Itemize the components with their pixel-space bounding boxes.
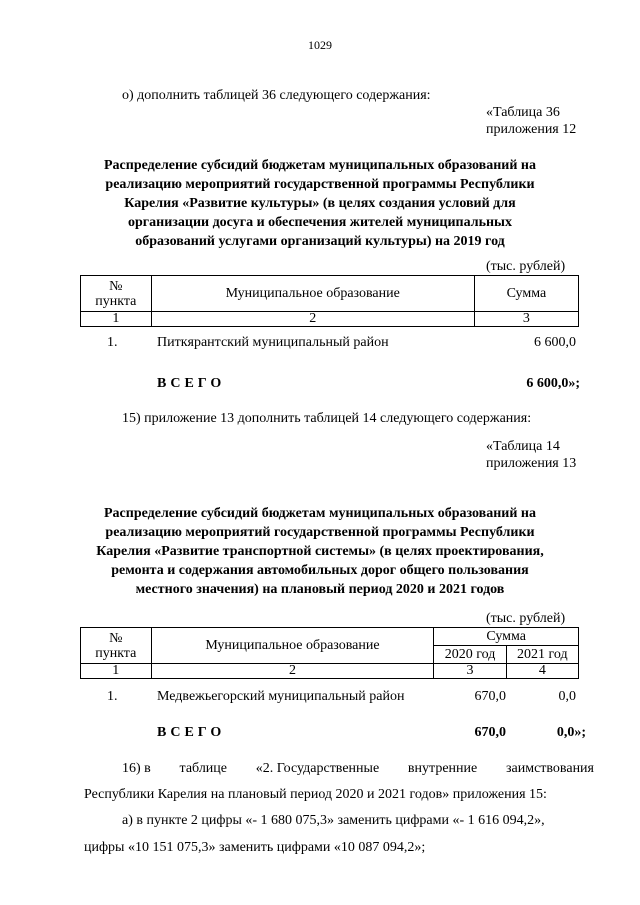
table1-header-num-line1: № bbox=[109, 278, 123, 294]
item-a-line2: цифры «10 151 075,3» заменить цифрами «10 087 094,2»; bbox=[84, 840, 426, 855]
table2-header-2021: 2021 год bbox=[506, 646, 578, 664]
item-16-word: 16) в bbox=[122, 761, 151, 776]
table1-units: (тыс. рублей) bbox=[486, 259, 566, 274]
table1-header-num-line2: пункта bbox=[95, 293, 137, 309]
table1-ref-line1: «Таблица 36 bbox=[486, 105, 560, 120]
table2-title-line: ремонта и содержания автомобильных дорог общего пользования bbox=[111, 563, 529, 578]
table1-row-name: Питкярантский муниципальный район bbox=[157, 335, 389, 350]
table2-header-municipality: Муниципальное образование bbox=[151, 628, 434, 664]
table2-title-line: Распределение субсидий бюджетам муниципальных образований на bbox=[104, 506, 536, 521]
table2-header-num-line1: № bbox=[109, 630, 123, 646]
table2-row-2020: 670,0 bbox=[474, 689, 506, 704]
table1-grid bbox=[80, 275, 579, 327]
table2-row-2021: 0,0 bbox=[558, 689, 576, 704]
table2-row-num: 1. bbox=[107, 689, 118, 704]
item-a-line1: а) в пункте 2 цифры «- 1 680 075,3» заменить цифрами «- 1 616 094,2», bbox=[122, 813, 545, 828]
item-16-word: «2. Государственные bbox=[255, 761, 380, 776]
table1-total-label: ВСЕГО bbox=[157, 376, 226, 391]
table1-title-line: Распределение субсидий бюджетам муниципальных образований на bbox=[104, 158, 536, 173]
item-16-line2: Республики Карелия на плановый период 2020 и 2021 годов» приложения 15: bbox=[84, 787, 547, 802]
table1-title-line: организации досуга и обеспечения жителей муниципальных bbox=[128, 215, 512, 230]
table2-index-cell: 1 bbox=[81, 664, 152, 679]
table2-ref-line1: «Таблица 14 bbox=[486, 439, 560, 454]
table2-index-cell: 3 bbox=[434, 664, 506, 679]
table2-header-2020: 2020 год bbox=[434, 646, 506, 664]
table1-title-line: Карелия «Развитие культуры» (в целях создания условий для bbox=[124, 196, 516, 211]
table2-ref-line2: приложения 13 bbox=[486, 456, 577, 471]
table2-total-2021: 0,0»; bbox=[556, 725, 586, 740]
table2-header-sum: Сумма bbox=[434, 628, 579, 646]
table2-total-label: ВСЕГО bbox=[157, 725, 226, 740]
table1-title-line: реализацию мероприятий государственной программы Республики bbox=[105, 177, 535, 192]
page-number: 1029 bbox=[308, 38, 332, 52]
table2-index-cell: 2 bbox=[151, 664, 434, 679]
table2-header-num-line2: пункта bbox=[95, 645, 137, 661]
table1-header-num bbox=[81, 276, 152, 312]
table1-header-sum: Сумма bbox=[474, 276, 578, 312]
item-o-text: о) дополнить таблицей 36 следующего содержания: bbox=[122, 88, 431, 103]
table2-total-2020: 670,0 bbox=[474, 725, 506, 740]
table2-header-num bbox=[81, 628, 152, 664]
table1-total-value: 6 600,0»; bbox=[526, 376, 580, 391]
item-16-word: таблице bbox=[179, 761, 228, 776]
table2-row-name: Медвежьегорский муниципальный район bbox=[157, 689, 405, 704]
table2-index-cell: 4 bbox=[506, 664, 578, 679]
table1-row-sum: 6 600,0 bbox=[534, 335, 576, 350]
table1-ref-line2: приложения 12 bbox=[486, 122, 577, 137]
item-16-word: внутренние bbox=[407, 761, 478, 776]
table1-title-line: образований услугами организаций культуры) на 2019 год bbox=[135, 234, 505, 249]
table2-title-line: Карелия «Развитие транспортной системы» (в целях проектирования, bbox=[96, 544, 544, 559]
item-16-line1 bbox=[122, 760, 594, 778]
table1-index-cell: 2 bbox=[151, 312, 474, 327]
table1-header-municipality: Муниципальное образование bbox=[151, 276, 474, 312]
table2-title bbox=[60, 504, 580, 599]
table2-title-line: реализацию мероприятий государственной программы Республики bbox=[105, 525, 535, 540]
table1-title bbox=[60, 156, 580, 251]
table1-index-cell: 1 bbox=[81, 312, 152, 327]
table1-row-num: 1. bbox=[107, 335, 118, 350]
table2-units: (тыс. рублей) bbox=[486, 611, 566, 626]
item-15-text: 15) приложение 13 дополнить таблицей 14 следующего содержания: bbox=[122, 411, 532, 426]
table1-index-cell: 3 bbox=[474, 312, 578, 327]
table2-grid bbox=[80, 627, 579, 679]
table2-title-line: местного значения) на плановый период 2020 и 2021 годов bbox=[135, 582, 505, 597]
item-16-word: заимствования bbox=[505, 761, 594, 776]
